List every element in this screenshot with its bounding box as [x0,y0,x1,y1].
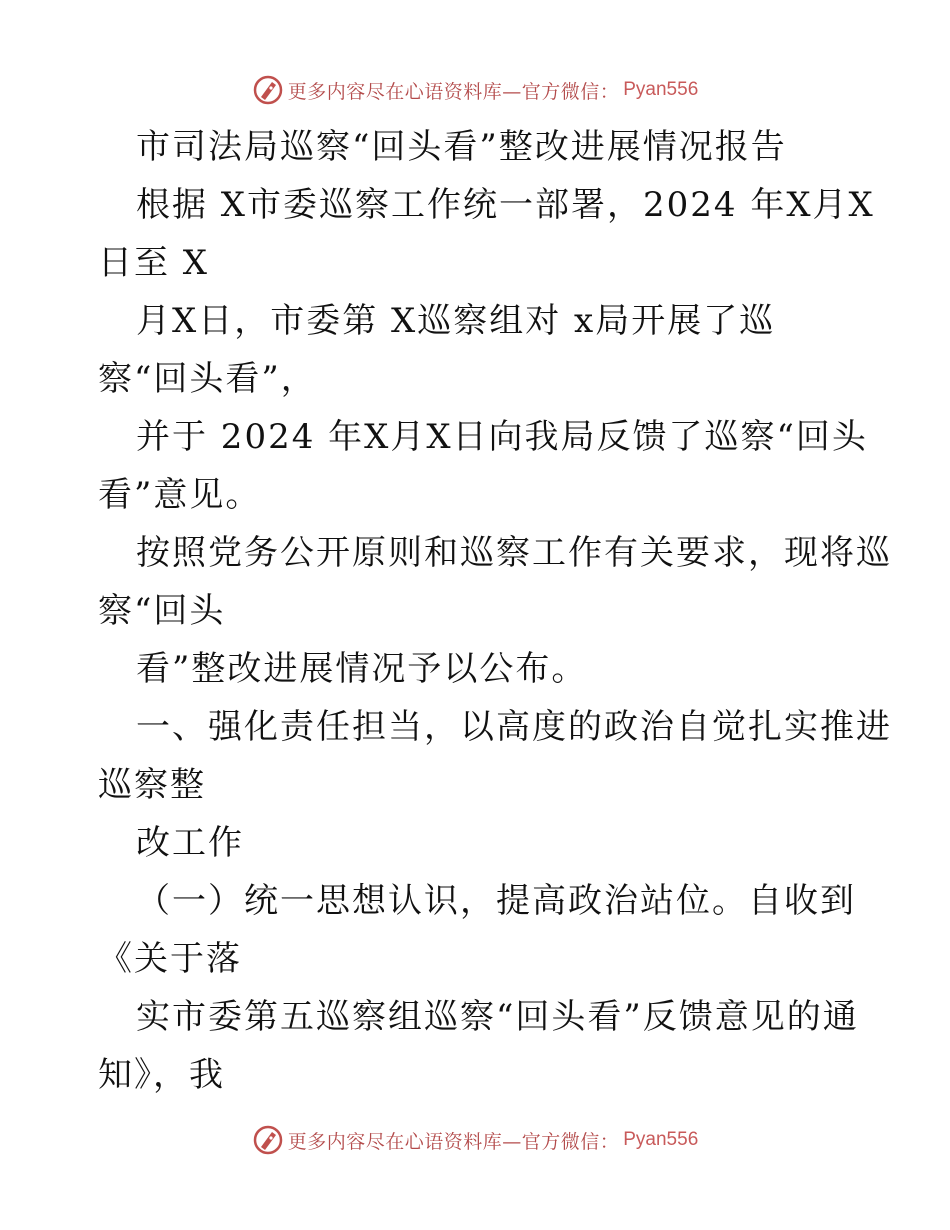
watermark-banner-top [0,70,950,110]
paragraph-line: 察“回头看”， [98,359,317,399]
paragraph-line: 察“回头 [98,591,226,631]
paragraph-line: 按照党务公开原则和巡察工作有关要求，现将巡 [136,533,892,573]
watermark-id: Pyan556 [623,1129,699,1150]
paragraph-line: 并于 2024 年X月X日向我局反馈了巡察“回头 [136,417,868,457]
watermark-text: 更多内容尽在心语资料库—官方微信： [287,80,620,103]
pen-nib-logo-icon [252,74,284,106]
paragraph-line: 日至 X [98,243,210,283]
section-heading: 巡察整 [98,765,206,805]
section-heading: 改工作 [136,823,244,863]
paragraph-line: 实市委第五巡察组巡察“回头看”反馈意见的通 [136,997,859,1037]
paragraph-line: 知》，我 [98,1055,225,1095]
document-title: 市司法局巡察“回头看”整改进展情况报告 [136,127,787,167]
section-heading: 一、强化责任担当，以高度的政治自觉扎实推进 [136,707,892,747]
subsection-heading: （一）统一思想认识，提高政治站位。自收到 [136,881,856,921]
paragraph-line: 月X日，市委第 X巡察组对 x局开展了巡 [136,301,776,341]
paragraph-line: 根据 X市委巡察工作统一部署，2024 年X月X [136,185,875,225]
paragraph-line: 看”意见。 [98,475,262,515]
watermark-banner-bottom [0,1120,950,1160]
watermark-text: 更多内容尽在心语资料库—官方微信： [287,1130,620,1153]
paragraph-line: 看”整改进展情况予以公布。 [136,649,588,689]
watermark-id: Pyan556 [623,79,699,100]
paragraph-line: 《关于落 [98,939,242,979]
pen-nib-logo-icon [252,1124,284,1156]
